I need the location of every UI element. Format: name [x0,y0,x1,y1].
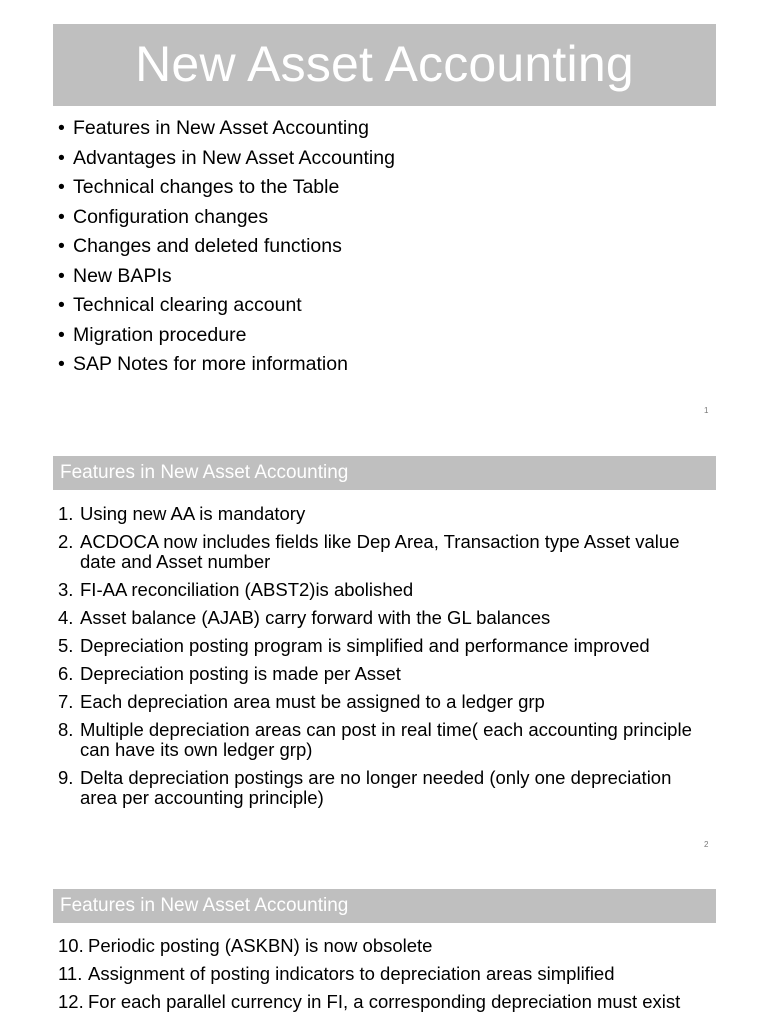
item-number: 1. [58,503,74,524]
list-item [58,964,708,984]
bullet-icon: • [58,235,65,257]
item-number: 4. [58,607,74,628]
bullet-icon: • [58,117,65,139]
slide-1 [0,0,768,430]
list-item [58,580,708,600]
bullet-icon: • [58,323,65,346]
bullet-item: • Migration procedure [58,321,395,351]
page-number: 1 [704,406,709,415]
slide-2-heading: Features in New Asset Accounting [53,456,716,490]
bullet-icon: • [58,205,65,228]
list-item [58,636,708,656]
item-text: Asset balance (AJAB) carry forward with the GL balances [80,607,551,628]
item-text: Depreciation posting program is simplified and performance improved [80,635,650,656]
list-item [58,936,708,956]
item-text: Using new AA is mandatory [80,503,306,524]
bullet-icon: • [58,353,65,375]
bullet-item: • Advantages in New Asset Accounting [58,144,395,174]
page-number: 2 [704,840,709,849]
list-item [58,504,708,524]
item-text: Delta depreciation postings are no longer needed (only one depreciation area per accounting principle) [80,767,672,808]
item-number: 9. [58,767,74,788]
item-number: 5. [58,635,74,656]
feature-list-continued [58,936,708,1020]
bullet-icon: • [58,146,65,169]
bullet-item: • Configuration changes [58,203,395,233]
bullet-item: • Technical changes to the Table [58,173,395,203]
item-text: FI-AA reconciliation (ABST2)is abolished [80,579,414,600]
bullet-item: • Features in New Asset Accounting [58,114,395,144]
list-item [58,768,708,808]
bullet-icon: • [58,176,65,198]
item-number: 8. [58,719,74,740]
bullet-item: • Changes and deleted functions [58,232,395,262]
bullet-icon: • [58,264,65,287]
feature-list [58,504,708,816]
bullet-item: • New BAPIs [58,262,395,292]
item-number: 2. [58,531,74,552]
item-number: 3. [58,579,74,600]
item-number: 6. [58,663,74,684]
item-text: Assignment of posting indicators to depreciation areas simplified [88,963,615,984]
item-number: 7. [58,691,74,712]
slide-title: New Asset Accounting [53,24,716,106]
list-item [58,692,708,712]
list-item [58,664,708,684]
item-text: Multiple depreciation areas can post in real time( each accounting principle can have its own ledger grp) [80,719,692,760]
bullet-item: • SAP Notes for more information [58,350,395,380]
item-text: Depreciation posting is made per Asset [80,663,401,684]
item-number: 11. [58,963,83,984]
item-text: Each depreciation area must be assigned to a ledger grp [80,691,545,712]
item-number: 10. [58,935,84,956]
list-item [58,992,708,1012]
bullet-list [58,114,395,380]
bullet-item: • Technical clearing account [58,291,395,321]
slide-3-heading: Features in New Asset Accounting [53,889,716,923]
list-item [58,720,708,760]
list-item [58,608,708,628]
item-number: 12. [58,991,84,1012]
bullet-icon: • [58,294,65,316]
item-text: Periodic posting (ASKBN) is now obsolete [88,935,433,956]
list-item [58,532,708,572]
item-text: ACDOCA now includes fields like Dep Area, Transaction type Asset value date and Asset number [80,531,680,572]
item-text: For each parallel currency in FI, a corresponding depreciation must exist [88,991,681,1012]
